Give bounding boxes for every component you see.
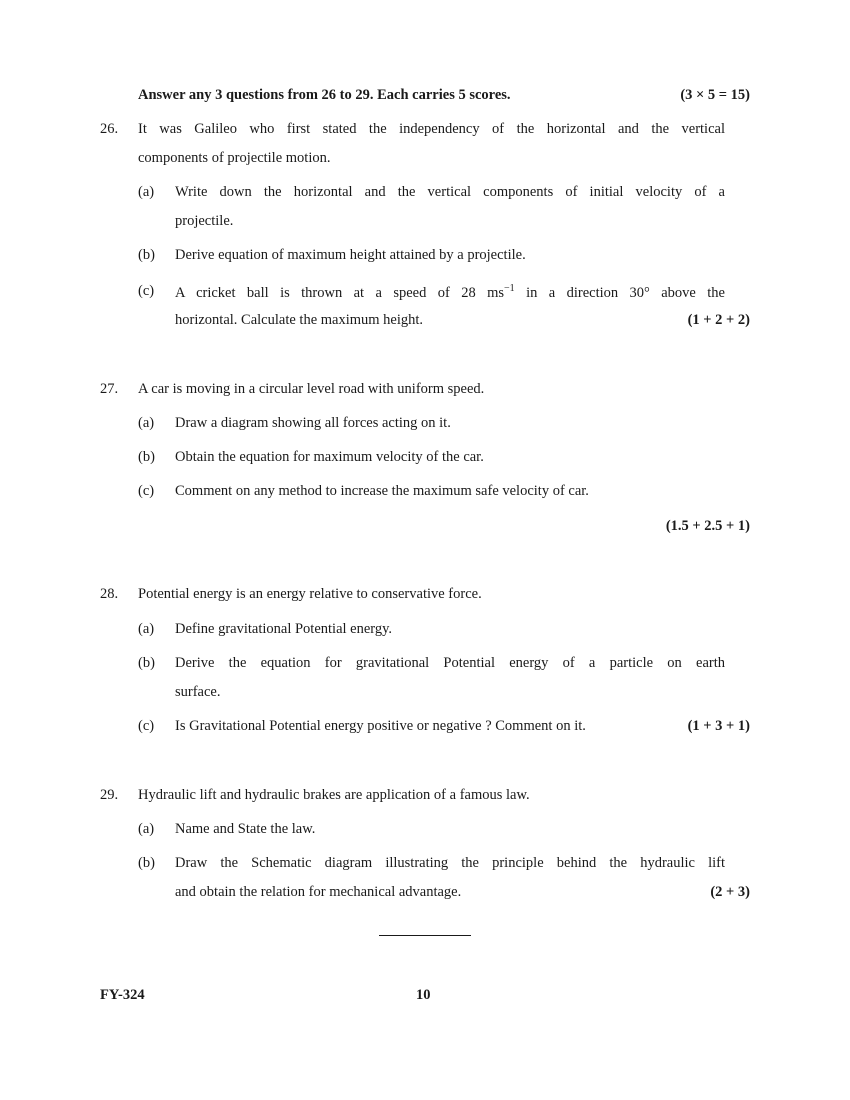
question-number: 29. — [100, 787, 119, 803]
question-marks: (1 + 2 + 2) — [687, 312, 750, 328]
part-text-line: Obtain the equation for maximum velocity of the car. — [175, 449, 484, 465]
part-label: (b) — [138, 655, 155, 671]
part-label: (b) — [138, 449, 155, 465]
part-text-line: Write down the horizontal and the vertical components of initial velocity of a — [175, 184, 725, 200]
part-label: (a) — [138, 821, 155, 837]
part-text-line: Derive the equation for gravitational Potential energy of a particle on earth — [175, 655, 725, 671]
question-marks: (2 + 3) — [710, 884, 750, 900]
part-text-line: Is Gravitational Potential energy positive or negative ? Comment on it. — [175, 718, 586, 734]
instruction-text: Answer any 3 questions from 26 to 29. Each carries 5 scores. — [138, 87, 511, 103]
part-text-line: and obtain the relation for mechanical advantage. — [175, 884, 462, 900]
part-text-line: surface. — [175, 684, 221, 700]
instruction-marks: (3 × 5 = 15) — [680, 87, 750, 103]
part-label: (c) — [138, 483, 155, 499]
question-stem-line: Hydraulic lift and hydraulic brakes are application of a famous law. — [138, 787, 530, 803]
part-text-line: Derive equation of maximum height attained by a projectile. — [175, 247, 526, 263]
part-text-segment: A cricket ball is thrown at a speed of 28 ms — [175, 284, 505, 301]
part-text-line: Comment on any method to increase the maximum safe velocity of car. — [175, 483, 589, 499]
part-label: (c) — [138, 283, 155, 299]
part-label: (b) — [138, 855, 155, 871]
question-stem-line: Potential energy is an energy relative to conservative force. — [138, 586, 482, 602]
part-label: (a) — [138, 621, 155, 637]
part-text-segment: in a direction 30° above the — [514, 284, 725, 301]
part-text-line — [175, 283, 725, 302]
superscript: −1 — [504, 283, 515, 294]
page-number: 10 — [416, 987, 431, 1003]
question-number: 27. — [100, 381, 119, 397]
exam-code: FY-324 — [100, 987, 145, 1003]
part-label: (c) — [138, 718, 155, 734]
part-label: (a) — [138, 184, 155, 200]
question-marks: (1.5 + 2.5 + 1) — [665, 518, 750, 534]
end-divider — [379, 935, 471, 936]
part-label: (b) — [138, 247, 155, 263]
question-stem-line: It was Galileo who first stated the independency of the horizontal and the vertical — [138, 121, 725, 137]
question-marks: (1 + 3 + 1) — [687, 718, 750, 734]
part-text-line: horizontal. Calculate the maximum height. — [175, 312, 424, 328]
question-stem-line: components of projectile motion. — [138, 150, 331, 166]
part-text-line: Draw a diagram showing all forces acting on it. — [175, 415, 451, 431]
question-number: 28. — [100, 586, 119, 602]
question-stem-line: A car is moving in a circular level road with uniform speed. — [138, 381, 485, 397]
part-text-line: projectile. — [175, 213, 234, 229]
part-text-line: Define gravitational Potential energy. — [175, 621, 393, 637]
part-text-line: Name and State the law. — [175, 821, 316, 837]
part-label: (a) — [138, 415, 155, 431]
question-number: 26. — [100, 121, 119, 137]
part-text-line: Draw the Schematic diagram illustrating the principle behind the hydraulic lift — [175, 855, 725, 871]
